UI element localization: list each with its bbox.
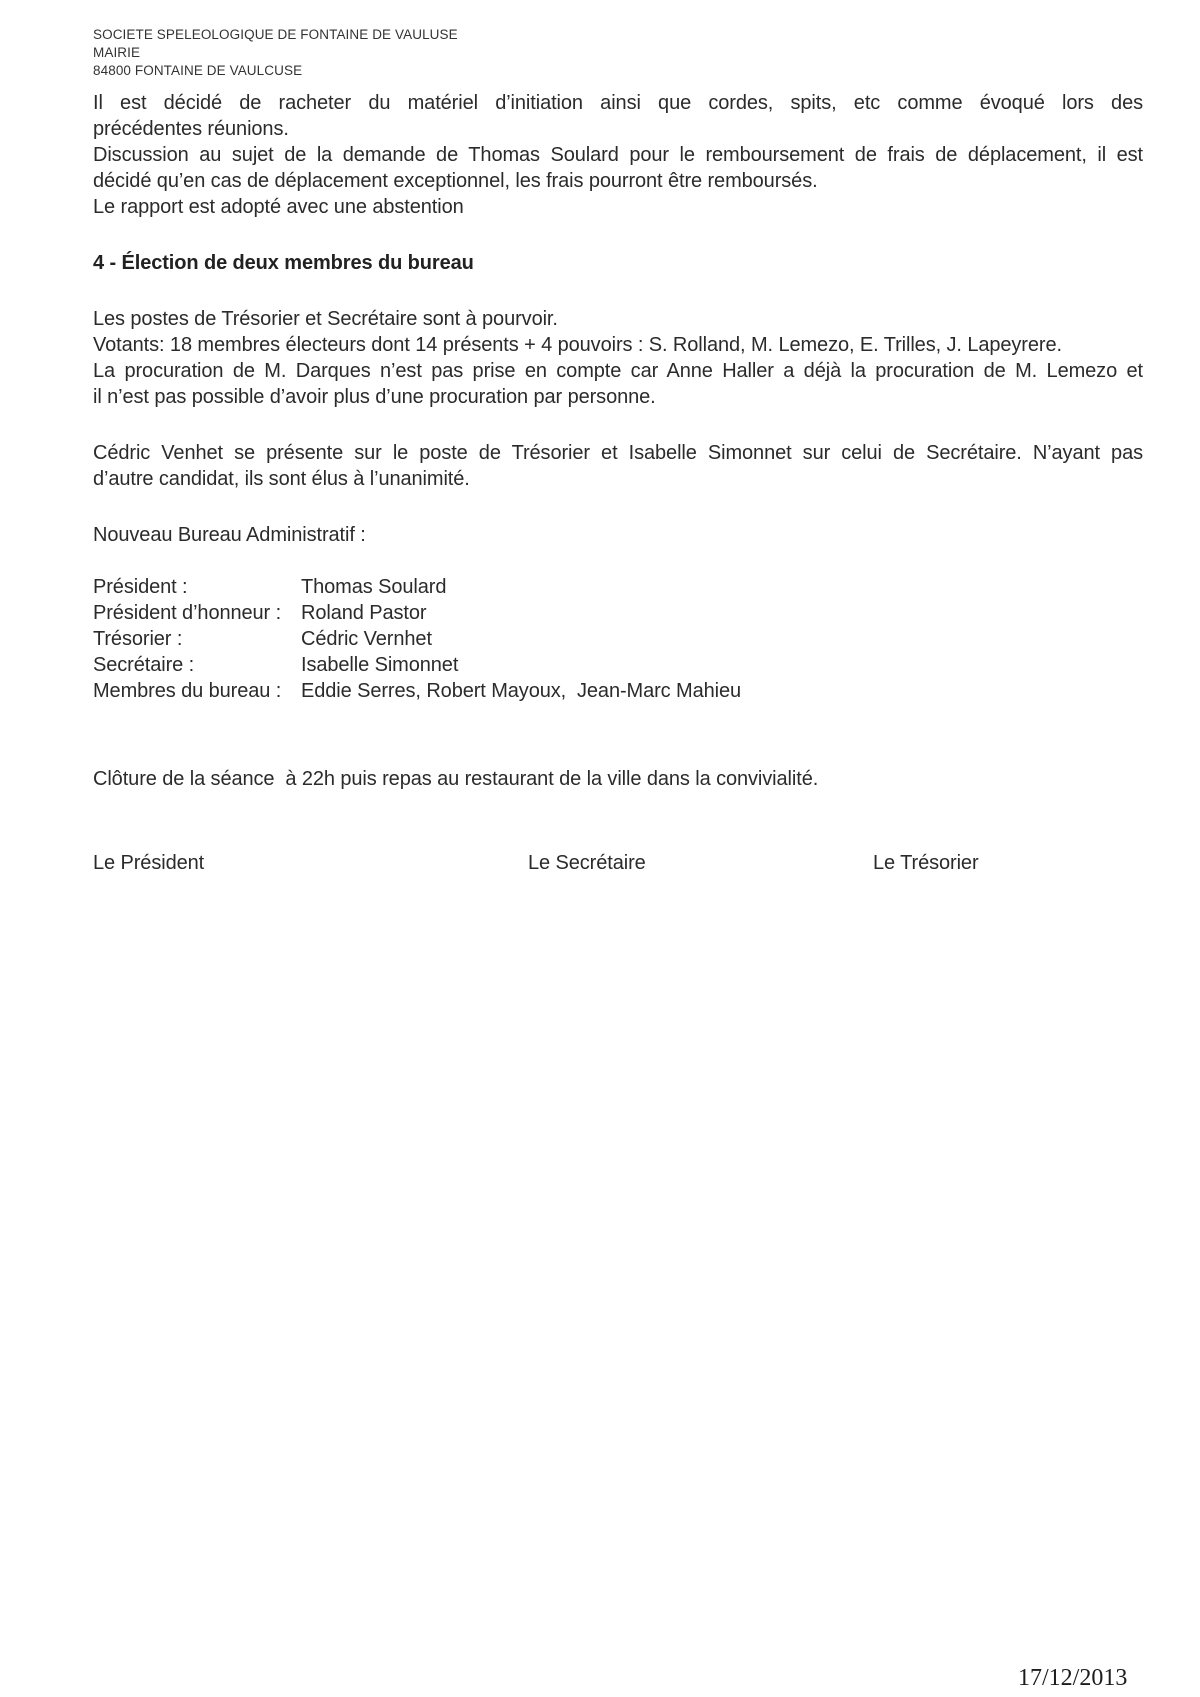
signature-row	[93, 850, 1143, 876]
bureau-name-treasurer: Cédric Vernhet	[301, 628, 432, 650]
bureau-name-members: Eddie Serres, Robert Mayoux, Jean-Marc Mahieu	[301, 680, 742, 702]
para-votes-line-4: il n’est pas possible d’avoir plus d’une procuration par personne.	[93, 386, 656, 408]
signature-treasurer: Le Trésorier	[873, 852, 979, 874]
para-candidates-line-1: Cédric Venhet se présente sur le poste de Trésorier et Isabelle Simonnet sur celui de Secrétaire. N’ayant pas	[93, 442, 1143, 464]
para-candidates	[93, 440, 1143, 492]
letterhead	[93, 0, 1143, 80]
bureau-name-honorary-president: Roland Pastor	[301, 602, 427, 624]
document-content	[93, 0, 1143, 876]
para-votes-line-3: La procuration de M. Darques n’est pas prise en compte car Anne Haller a déjà la procuration de M. Lemezo et	[93, 360, 1143, 382]
signature-secretary: Le Secrétaire	[528, 852, 646, 874]
bureau-list	[93, 574, 1143, 704]
para-equipment-line-2: précédentes réunions.	[93, 118, 289, 140]
para-travel	[93, 142, 1143, 194]
bureau-role-honorary-president: Président d’honneur :	[93, 602, 282, 624]
bureau-role-members: Membres du bureau :	[93, 680, 282, 702]
para-travel-line-2: décidé qu’en cas de déplacement exceptionnel, les frais pourront être remboursés.	[93, 170, 818, 192]
document-body	[93, 90, 1143, 876]
bureau-role-treasurer: Trésorier :	[93, 628, 183, 650]
report-adopted-line: Le rapport est adopté avec une abstention	[93, 196, 464, 218]
bureau-row-treasurer	[93, 626, 1143, 652]
bureau-name-secretary: Isabelle Simonnet	[301, 654, 459, 676]
footer-date: 17/12/2013	[1018, 1665, 1128, 1686]
footer-date-container	[1018, 1665, 1127, 1686]
bureau-intro: Nouveau Bureau Administratif :	[93, 524, 366, 546]
letterhead-org: SOCIETE SPELEOLOGIQUE DE FONTAINE DE VAULUSE	[93, 27, 458, 42]
para-equipment	[93, 90, 1143, 142]
signature-president: Le Président	[93, 852, 205, 874]
closing-line: Clôture de la séance à 22h puis repas au restaurant de la ville dans la convivialité.	[93, 768, 819, 790]
para-votes	[93, 306, 1143, 410]
bureau-row-honorary-president	[93, 600, 1143, 626]
para-votes-line-1: Les postes de Trésorier et Secrétaire sont à pourvoir.	[93, 308, 558, 330]
bureau-row-secretary	[93, 652, 1143, 678]
bureau-role-secretary: Secrétaire :	[93, 654, 195, 676]
letterhead-city: 84800 FONTAINE DE VAULCUSE	[93, 63, 303, 78]
bureau-role-president: Président :	[93, 576, 188, 598]
para-candidates-line-2: d’autre candidat, ils sont élus à l’unanimité.	[93, 468, 470, 490]
para-travel-line-1: Discussion au sujet de la demande de Thomas Soulard pour le remboursement de frais de déplacement, il est	[93, 144, 1143, 166]
bureau-name-president: Thomas Soulard	[301, 576, 447, 598]
bureau-row-members	[93, 678, 1143, 704]
section-heading-election: 4 - Élection de deux membres du bureau	[93, 252, 474, 274]
bureau-row-president	[93, 574, 1143, 600]
para-votes-line-2: Votants: 18 membres électeurs dont 14 présents + 4 pouvoirs : S. Rolland, M. Lemezo, E. Trilles, J. Lapeyrere.	[93, 334, 1062, 356]
para-equipment-line-1: Il est décidé de racheter du matériel d’initiation ainsi que cordes, spits, etc comme évoqué lors des	[93, 92, 1143, 114]
letterhead-office: MAIRIE	[93, 45, 141, 60]
